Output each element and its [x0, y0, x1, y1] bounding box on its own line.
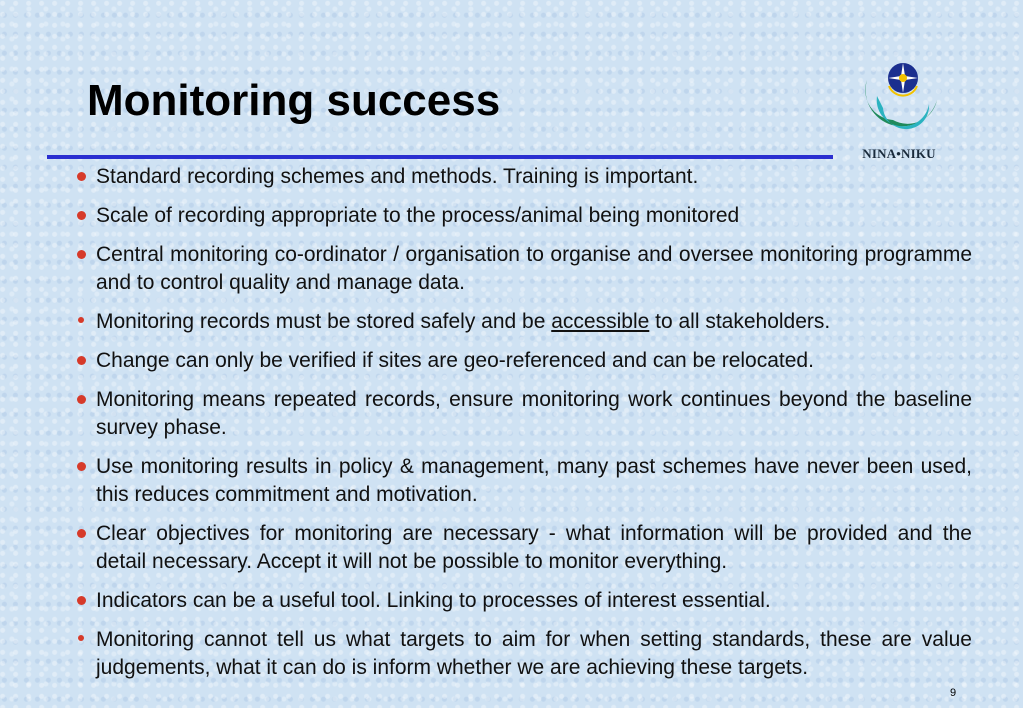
bullet-list	[72, 163, 972, 682]
list-item	[72, 308, 972, 336]
bullet-icon	[77, 356, 86, 365]
accessible-underlined-text: accessible	[551, 310, 650, 333]
list-item	[72, 241, 972, 297]
bullet-icon	[77, 596, 86, 605]
bullet-icon	[77, 172, 86, 181]
title-divider	[47, 155, 833, 159]
list-item-text: Use monitoring results in policy & management, many past schemes have never been used, this reduces commitment and motivation.	[96, 455, 972, 506]
bullet-icon	[77, 395, 86, 404]
list-item-text-after: to all stakeholders.	[649, 310, 831, 333]
list-item	[72, 626, 972, 682]
list-item	[72, 163, 972, 191]
bullet-icon	[78, 635, 84, 641]
list-item	[72, 520, 972, 576]
bullet-icon	[77, 462, 86, 471]
list-item-text: Central monitoring co-ordinator / organisation to organise and oversee monitoring programme and to control quality and manage data.	[96, 243, 972, 294]
list-item-text: Monitoring cannot tell us what targets to aim for when setting standards, these are value judgements, what it can do is inform whether we are achieving these targets.	[96, 628, 972, 679]
logo-emblem-icon	[853, 58, 945, 146]
list-item-text: Standard recording schemes and methods. Training is important.	[96, 165, 699, 188]
list-item-text-before: Monitoring records must be stored safely and be	[96, 310, 552, 333]
list-item-text: Clear objectives for monitoring are necessary - what information will be provided and the detail necessary. Accept it will not be possible to monitor everything.	[96, 522, 972, 573]
list-item	[72, 347, 972, 375]
bullet-icon	[77, 250, 86, 259]
list-item	[72, 202, 972, 230]
list-item-text: Indicators can be a useful tool. Linking to processes of interest essential.	[96, 589, 771, 612]
bullet-icon	[78, 317, 84, 323]
list-item	[72, 453, 972, 509]
bullet-icon	[77, 529, 86, 538]
nina-niku-logo	[853, 58, 945, 166]
page-number: 9	[950, 687, 957, 699]
list-item-text: Monitoring means repeated records, ensure monitoring work continues beyond the baseline survey phase.	[96, 388, 972, 439]
slide-title: Monitoring success	[87, 76, 501, 125]
list-item-text: Change can only be verified if sites are geo-referenced and can be relocated.	[96, 349, 814, 372]
bullet-icon	[77, 211, 86, 220]
list-item	[72, 386, 972, 442]
list-item-text: Scale of recording appropriate to the process/animal being monitored	[96, 204, 740, 227]
list-item	[72, 587, 972, 615]
logo-text: NINA•NIKU	[862, 146, 936, 161]
